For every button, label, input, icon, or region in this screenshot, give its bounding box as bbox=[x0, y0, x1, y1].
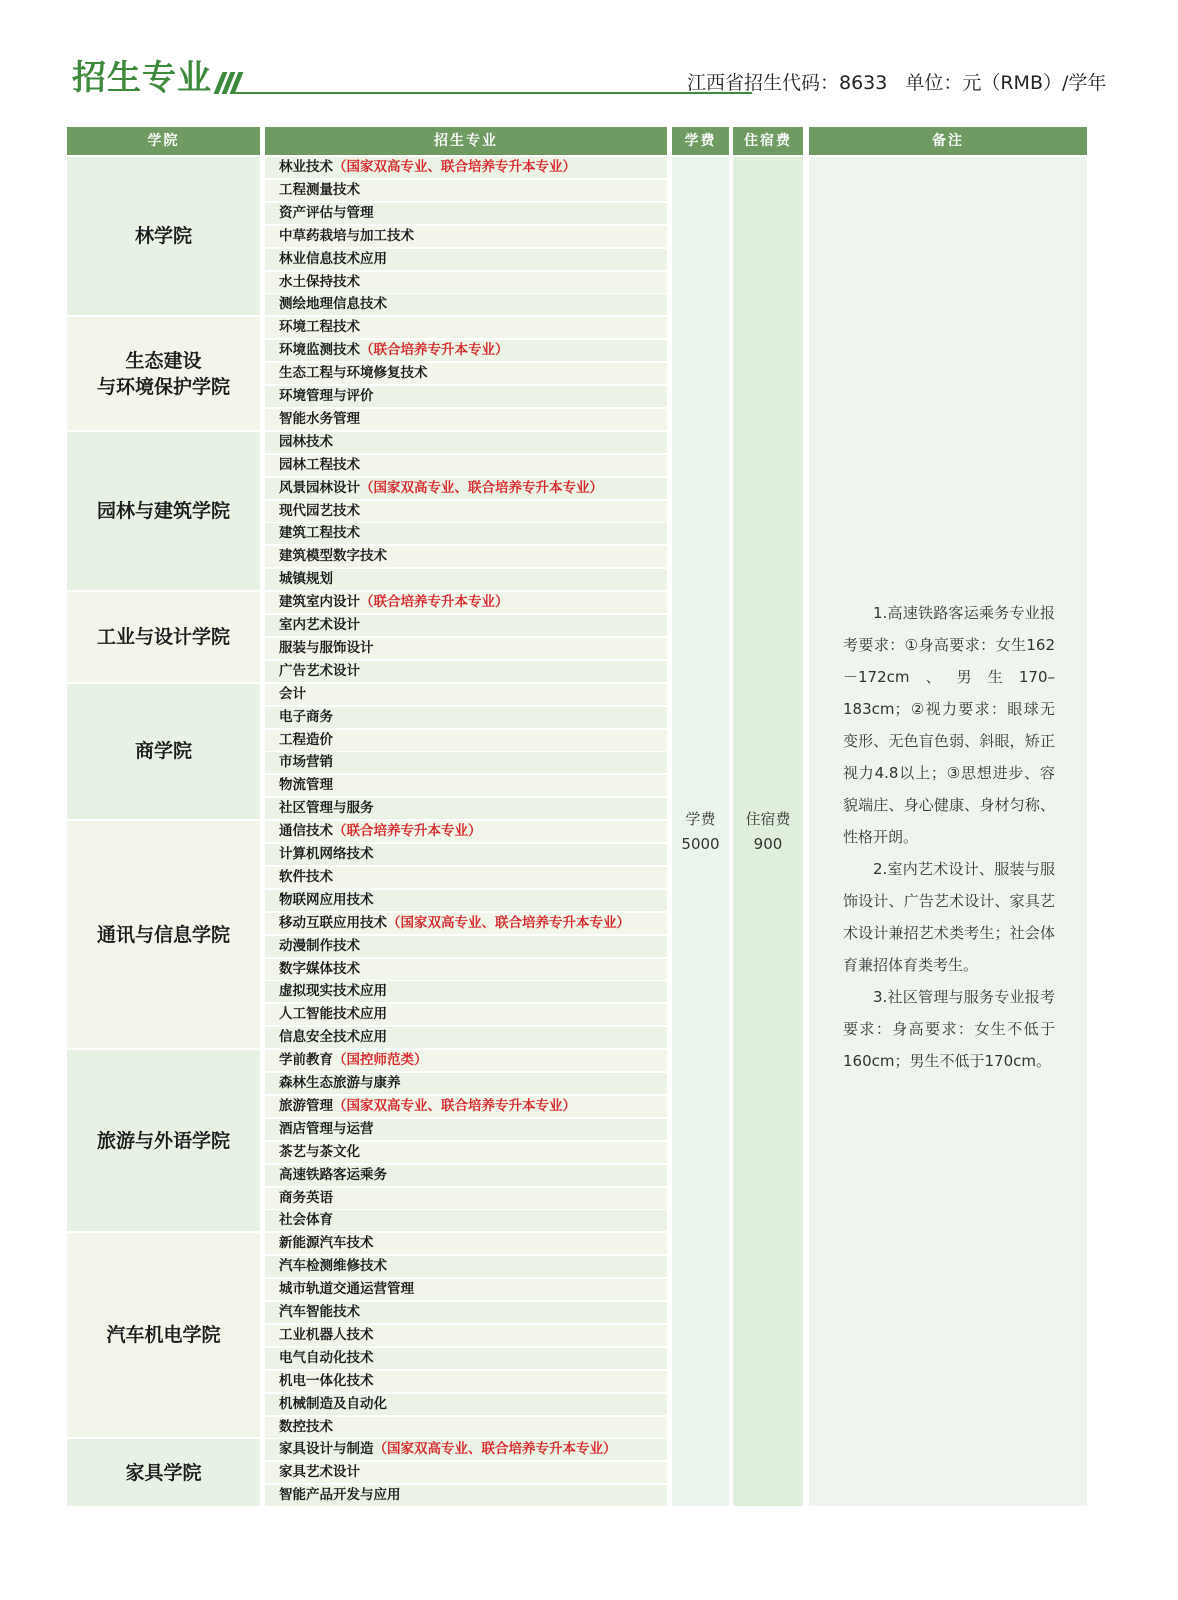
college-name: 园林与建筑学院 bbox=[67, 432, 260, 590]
major-name: 生态工程与环境修复技术 bbox=[279, 365, 428, 382]
major-name: 通信技术 bbox=[279, 823, 333, 840]
major-note: （国控师范类） bbox=[333, 1052, 428, 1069]
major-row bbox=[265, 1233, 667, 1254]
major-name: 商务英语 bbox=[279, 1189, 333, 1206]
title-slash-decoration bbox=[218, 72, 248, 94]
major-name: 人工智能技术应用 bbox=[279, 1006, 387, 1023]
major-name: 数控技术 bbox=[279, 1418, 333, 1435]
major-row bbox=[265, 1004, 667, 1025]
major-row bbox=[265, 546, 667, 567]
tuition-cell bbox=[672, 157, 729, 1506]
tuition-value: 5000 bbox=[681, 834, 720, 853]
major-row bbox=[265, 1188, 667, 1209]
major-note: （联合培养专升本专业） bbox=[360, 594, 509, 611]
major-name: 测绘地理信息技术 bbox=[279, 296, 387, 313]
college-name: 通讯与信息学院 bbox=[67, 821, 260, 1048]
major-name: 环境工程技术 bbox=[279, 319, 360, 336]
college-name: 商学院 bbox=[67, 684, 260, 819]
major-name: 工程造价 bbox=[279, 731, 333, 748]
major-name: 城镇规划 bbox=[279, 571, 333, 588]
major-row bbox=[265, 363, 667, 384]
remarks-cell bbox=[809, 157, 1087, 1506]
major-row bbox=[265, 1210, 667, 1231]
dorm-label: 住宿费 bbox=[745, 809, 791, 828]
major-row bbox=[265, 775, 667, 796]
major-row bbox=[265, 501, 667, 522]
major-row bbox=[265, 615, 667, 636]
major-name: 室内艺术设计 bbox=[279, 617, 360, 633]
page-title: 招生专业 bbox=[72, 58, 212, 98]
major-name: 工业机器人技术 bbox=[279, 1326, 374, 1343]
major-note: （国家双高专业、联合培养专升本专业） bbox=[373, 1441, 617, 1458]
major-name: 工程测量技术 bbox=[279, 181, 360, 198]
province-code: 江西省招生代码：8633 bbox=[687, 72, 888, 94]
major-row bbox=[265, 661, 667, 682]
major-row bbox=[265, 157, 667, 178]
major-name: 服装与服饰设计 bbox=[279, 639, 374, 656]
dorm-cell bbox=[733, 157, 803, 1506]
major-row bbox=[265, 1325, 667, 1346]
major-name: 数字媒体技术 bbox=[279, 960, 360, 977]
major-name: 建筑室内设计 bbox=[279, 594, 360, 611]
major-note: （联合培养专升本专业） bbox=[333, 823, 482, 840]
remark-item: 1.高速铁路客运乘务专业报考要求：①身高要求：女生162－172cm、男生170–183cm；②视力要求：眼球无变形、无色盲色弱、斜眼，矫正视力4.8以上；③思想进步、容貌端庄、身心健康、身材匀称、性格开朗。 bbox=[843, 604, 1055, 846]
major-name: 广告艺术设计 bbox=[279, 662, 360, 679]
major-name: 机械制造及自动化 bbox=[279, 1395, 387, 1412]
major-row bbox=[265, 981, 667, 1002]
major-note: （国家双高专业、联合培养专升本专业） bbox=[360, 479, 603, 496]
major-name: 学前教育 bbox=[279, 1052, 333, 1069]
major-name: 物联网应用技术 bbox=[279, 891, 374, 908]
major-row bbox=[265, 890, 667, 911]
major-name: 物流管理 bbox=[279, 777, 333, 794]
college-name: 生态建设 与环境保护学院 bbox=[67, 317, 260, 430]
major-name: 建筑模型数字技术 bbox=[279, 548, 387, 565]
college-name: 工业与设计学院 bbox=[67, 592, 260, 682]
major-name: 电子商务 bbox=[279, 708, 333, 725]
major-name: 软件技术 bbox=[279, 868, 333, 885]
college-name: 林学院 bbox=[67, 157, 260, 315]
dorm-value: 900 bbox=[753, 834, 783, 853]
remark-item: 2.室内艺术设计、服装与服饰设计、广告艺术设计、家具艺术设计兼招艺术类考生；社会体育兼招体育类考生。 bbox=[843, 860, 1055, 974]
major-name: 家具艺术设计 bbox=[279, 1464, 360, 1481]
major-row bbox=[265, 523, 667, 544]
major-row bbox=[265, 752, 667, 773]
remark-item: 3.社区管理与服务专业报考要求：身高要求：女生不低于160cm；男生不低于170cm。 bbox=[843, 988, 1055, 1070]
header-meta bbox=[687, 68, 1106, 98]
remarks-text bbox=[843, 597, 1055, 1077]
major-row bbox=[265, 294, 667, 315]
major-name: 森林生态旅游与康养 bbox=[279, 1075, 401, 1091]
major-name: 会计 bbox=[279, 685, 306, 702]
header-remarks: 备注 bbox=[809, 127, 1087, 155]
major-name: 智能水务管理 bbox=[279, 410, 360, 427]
header-dorm: 住宿费 bbox=[733, 127, 803, 155]
major-note: （国家双高专业、联合培养专升本专业） bbox=[333, 159, 576, 175]
major-row bbox=[265, 1027, 667, 1048]
major-note: （联合培养专升本专业） bbox=[360, 342, 509, 359]
major-name: 市场营销 bbox=[279, 754, 333, 771]
major-row bbox=[265, 1302, 667, 1323]
major-name: 建筑工程技术 bbox=[279, 525, 360, 542]
college-name: 家具学院 bbox=[67, 1439, 260, 1506]
major-name: 动漫制作技术 bbox=[279, 937, 360, 954]
major-name: 家具设计与制造 bbox=[279, 1441, 374, 1458]
major-row bbox=[265, 913, 667, 934]
major-name: 林业信息技术应用 bbox=[279, 250, 387, 267]
page-header bbox=[72, 54, 1112, 104]
college-name: 旅游与外语学院 bbox=[67, 1050, 260, 1231]
major-name: 计算机网络技术 bbox=[279, 846, 374, 862]
major-name: 城市轨道交通运营管理 bbox=[279, 1281, 414, 1298]
major-row bbox=[265, 821, 667, 842]
major-name: 机电一体化技术 bbox=[279, 1372, 374, 1389]
major-row bbox=[265, 432, 667, 453]
major-row bbox=[265, 730, 667, 751]
major-row bbox=[265, 1050, 667, 1071]
major-name: 水土保持技术 bbox=[279, 273, 360, 290]
major-name: 环境监测技术 bbox=[279, 342, 360, 359]
major-row bbox=[265, 844, 667, 865]
major-row bbox=[265, 1096, 667, 1117]
major-name: 酒店管理与运营 bbox=[279, 1120, 374, 1137]
major-name: 园林技术 bbox=[279, 433, 333, 450]
major-row bbox=[265, 203, 667, 224]
major-row bbox=[265, 340, 667, 361]
header-major: 招生专业 bbox=[265, 127, 667, 155]
major-name: 高速铁路客运乘务 bbox=[279, 1166, 387, 1183]
major-row bbox=[265, 1417, 667, 1438]
college-name: 汽车机电学院 bbox=[67, 1233, 260, 1437]
major-row bbox=[265, 1394, 667, 1415]
major-row bbox=[265, 249, 667, 270]
major-row bbox=[265, 684, 667, 705]
major-name: 虚拟现实技术应用 bbox=[279, 983, 387, 1000]
major-name: 新能源汽车技术 bbox=[279, 1235, 374, 1252]
major-row bbox=[265, 478, 667, 499]
major-name: 风景园林设计 bbox=[279, 479, 360, 496]
major-row bbox=[265, 455, 667, 476]
tuition-label: 学费 bbox=[685, 809, 716, 828]
major-name: 电气自动化技术 bbox=[279, 1349, 374, 1366]
major-name: 社区管理与服务 bbox=[279, 800, 374, 817]
major-name: 资产评估与管理 bbox=[279, 204, 374, 221]
major-row bbox=[265, 1279, 667, 1300]
major-name: 环境管理与评价 bbox=[279, 388, 374, 404]
currency-unit: 单位：元（RMB）/学年 bbox=[905, 72, 1107, 94]
title-divider-line bbox=[232, 92, 752, 94]
major-name: 智能产品开发与应用 bbox=[279, 1487, 401, 1504]
major-row bbox=[265, 1073, 667, 1094]
major-name: 林业技术 bbox=[279, 159, 333, 175]
major-name: 移动互联应用技术 bbox=[279, 914, 387, 931]
major-row bbox=[265, 936, 667, 957]
major-row bbox=[265, 226, 667, 247]
major-row bbox=[265, 592, 667, 613]
major-name: 茶艺与茶文化 bbox=[279, 1143, 360, 1160]
major-name: 中草药栽培与加工技术 bbox=[279, 227, 414, 244]
major-row bbox=[265, 959, 667, 980]
major-row bbox=[265, 409, 667, 430]
major-row bbox=[265, 317, 667, 338]
major-row bbox=[265, 1165, 667, 1186]
header-college: 学院 bbox=[67, 127, 260, 155]
major-row bbox=[265, 180, 667, 201]
major-row bbox=[265, 1348, 667, 1369]
major-name: 现代园艺技术 bbox=[279, 502, 360, 519]
major-name: 汽车检测维修技术 bbox=[279, 1258, 387, 1275]
major-row bbox=[265, 638, 667, 659]
header-tuition: 学费 bbox=[672, 127, 729, 155]
major-name: 汽车智能技术 bbox=[279, 1304, 360, 1320]
major-row bbox=[265, 1371, 667, 1392]
major-row bbox=[265, 707, 667, 728]
major-name: 社会体育 bbox=[279, 1212, 333, 1229]
major-row bbox=[265, 272, 667, 293]
major-row bbox=[265, 1119, 667, 1140]
major-row bbox=[265, 798, 667, 819]
major-row bbox=[265, 1485, 667, 1506]
major-row bbox=[265, 1439, 667, 1460]
major-note: （国家双高专业、联合培养专升本专业） bbox=[333, 1097, 576, 1114]
major-row bbox=[265, 1256, 667, 1277]
major-name: 信息安全技术应用 bbox=[279, 1029, 387, 1046]
major-name: 旅游管理 bbox=[279, 1097, 333, 1114]
major-row bbox=[265, 867, 667, 888]
major-row bbox=[265, 1142, 667, 1163]
major-row bbox=[265, 1462, 667, 1483]
major-note: （国家双高专业、联合培养专升本专业） bbox=[387, 914, 630, 931]
major-row bbox=[265, 569, 667, 590]
major-name: 园林工程技术 bbox=[279, 456, 360, 473]
major-row bbox=[265, 386, 667, 407]
